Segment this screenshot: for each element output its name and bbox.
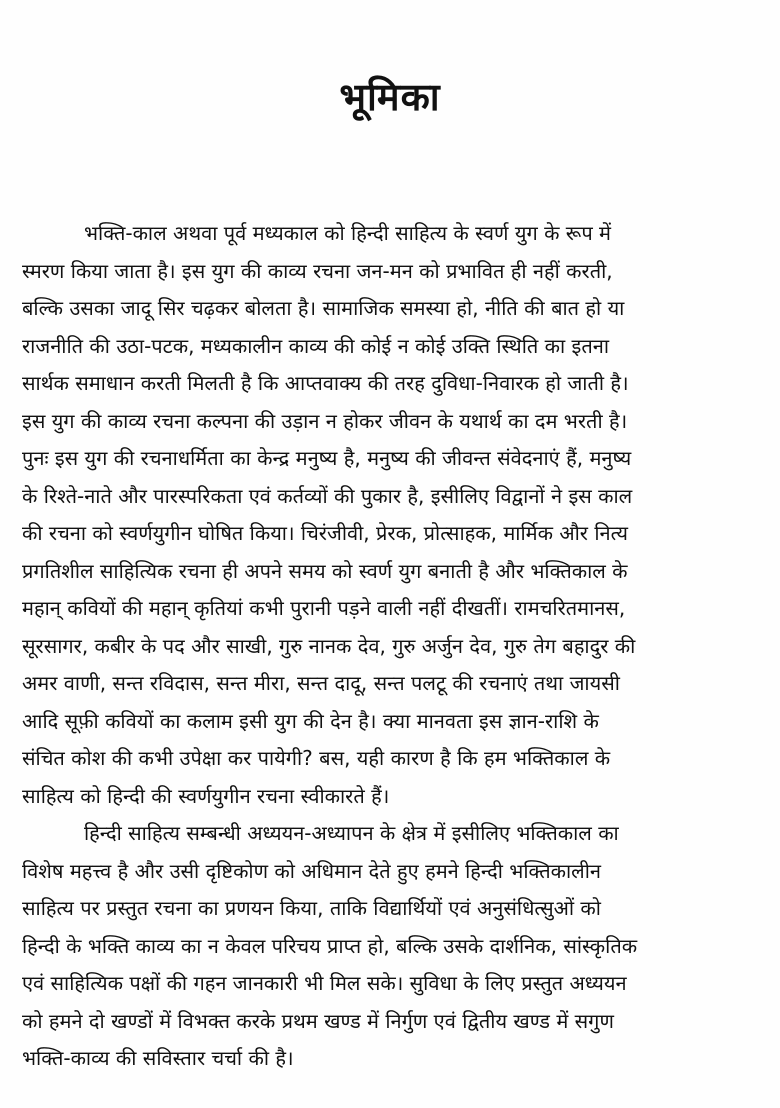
text-line: अमर वाणी, सन्त रविदास, सन्त मीरा, सन्त दादू, सन्त पलटू की रचनाएं तथा जायसी: [22, 671, 620, 695]
text-line: महान् कवियों की महान् कृतियां कभी पुरानी पड़ने वाली नहीं दीखतीं। रामचरितमानस,: [22, 596, 626, 620]
text-line: के रिश्ते-नाते और पारस्परिकता एवं कर्तव्यों की पुकार है, इसीलिए विद्वानों ने इस काल: [22, 483, 633, 508]
page-title: भूमिका: [339, 75, 441, 119]
paragraph-2: [22, 815, 760, 1078]
text-line: सार्थक समाधान करती मिलती है कि आप्तवाक्य की तरह दुविधा-निवारक हो जाती है।: [22, 371, 629, 395]
text-line: स्मरण किया जाता है। इस युग की काव्य रचना जन-मन को प्रभावित ही नहीं करती,: [22, 258, 613, 283]
text-line: हिन्दी के भक्ति काव्य का न केवल परिचय प्राप्त हो, बल्कि उसके दार्शनिक, सांस्कृतिक: [22, 933, 638, 958]
text-line: की रचना को स्वर्णयुगीन घोषित किया। चिरंजीवी, प्रेरक, प्रोत्साहक, मार्मिक और नित्य: [22, 521, 629, 545]
text-line: इस युग की काव्य रचना कल्पना की उड़ान न होकर जीवन के यथार्थ का दम भरती है।: [22, 408, 628, 433]
text-line: आदि सूफ़ी कवियों का कलाम इसी युग की देन है। क्या मानवता इस ज्ञान-राशि के: [22, 708, 599, 733]
text-line: को हमने दो खण्डों में विभक्त करके प्रथम खण्ड में निर्गुण एवं द्वितीय खण्ड में सगुण: [22, 1008, 614, 1033]
text-line: हिन्दी साहित्य सम्बन्धी अध्ययन-अध्यापन के क्षेत्र में इसीलिए भक्तिकाल का: [84, 821, 619, 845]
text-line: भक्ति-काल अथवा पूर्व मध्यकाल को हिन्दी साहित्य के स्वर्ण युग के रूप में: [84, 221, 612, 245]
text-line: बल्कि उसका जादू सिर चढ़कर बोलता है। सामाजिक समस्या हो, नीति की बात हो या: [22, 296, 625, 320]
text-line: विशेष महत्त्व है और उसी दृष्टिकोण को अधिमान देते हुए हमने हिन्दी भक्तिकालीन: [22, 858, 602, 883]
body-text: [22, 215, 760, 1078]
paragraph-1: [22, 215, 760, 815]
text-line: संचित कोश की कभी उपेक्षा कर पायेगी? बस, यही कारण है कि हम भक्तिकाल के: [22, 746, 611, 770]
text-line: साहित्य को हिन्दी की स्वर्णयुगीन रचना स्वीकारते हैं।: [22, 783, 390, 808]
text-line: भक्ति-काव्य की सविस्तार चर्चा की है।: [22, 1046, 294, 1070]
text-line: राजनीति की उठा-पटक, मध्यकालीन काव्य की कोई न कोई उक्ति स्थिति का इतना: [22, 333, 610, 358]
text-line: एवं साहित्यिक पक्षों की गहन जानकारी भी मिल सके। सुविधा के लिए प्रस्तुत अध्ययन: [22, 971, 627, 995]
text-line: पुनः इस युग की रचनाधर्मिता का केन्द्र मनुष्य है, मनुष्य की जीवन्त संवेदनाएं हैं, मनुष्य: [22, 446, 632, 470]
text-line: साहित्य पर प्रस्तुत रचना का प्रणयन किया, ताकि विद्यार्थियों एवं अनुसंधित्सुओं को: [22, 896, 601, 920]
text-line: प्रगतिशील साहित्यिक रचना ही अपने समय को स्वर्ण युग बनाती है और भक्तिकाल के: [22, 558, 628, 583]
text-line: सूरसागर, कबीर के पद और साखी, गुरु नानक देव, गुरु अर्जुन देव, गुरु तेग बहादुर की: [22, 633, 636, 658]
